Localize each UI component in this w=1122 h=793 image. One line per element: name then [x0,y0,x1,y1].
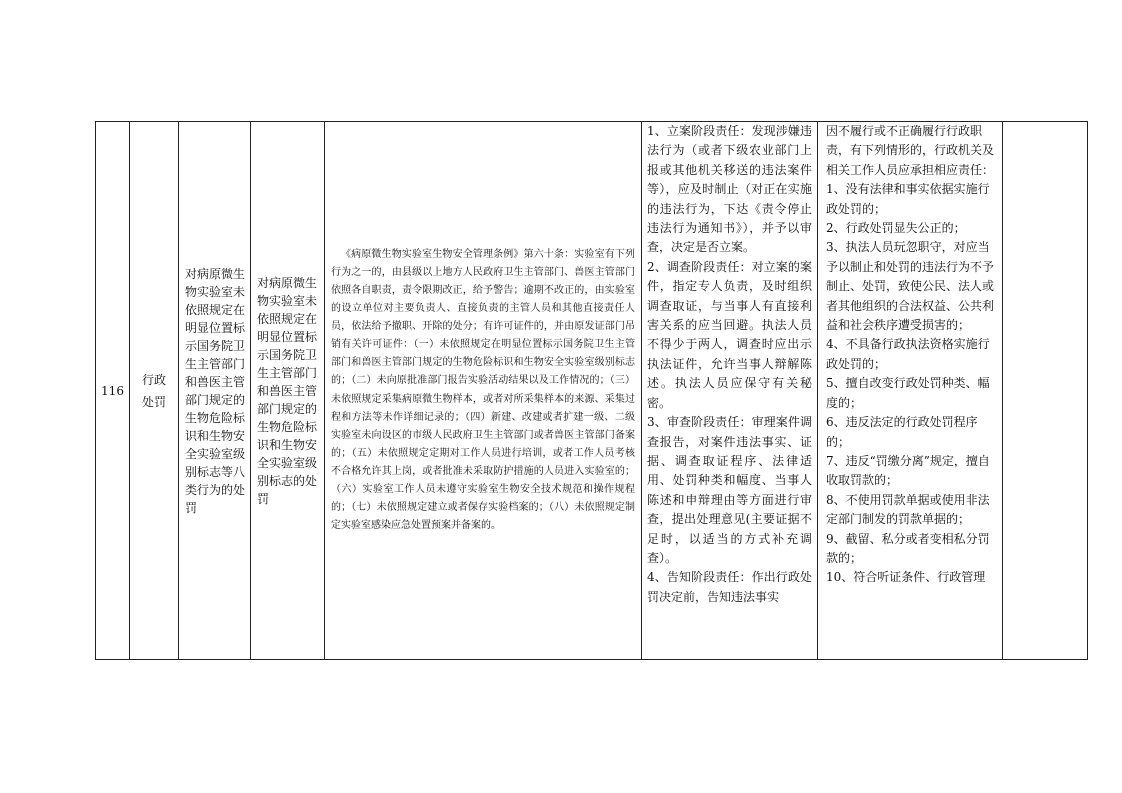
item-name-cell [179,122,251,660]
item-name: 对病原微生物实验室未依照规定在明显位置标示国务院卫生主管部门和兽医主管部门规定的生物危险标识和生物安全实验室级别标志等八类行为的处罚 [185,266,246,515]
legal-basis-cell [325,122,642,660]
accountability-item: 1、没有法律和事实依据实施行政处罚的； [826,182,990,216]
row-number: 116 [96,122,130,660]
accountability-item: 9、截留、私分或者变相私分罚款的； [826,531,990,565]
legal-basis-text: 《病原微生物实验室生物安全管理条例》第六十条：实验室有下列行为之一的，由县级以上地方人民政府卫生主管部门、兽医主管部门依照各自职责，责令限期改正，给予警告；逾期不改正的，由实验室的设立单位对主要负责人、直接负责的主管人员和其他直接责任人员，依法给予撤职、开除的处分；有许可证件的，并由原发证部门吊销有关许可证件：（一）未依照规定在明显位置标示国务院卫生主管部门和兽医主管部门规定的生物危险标识和生物安全实验室级别标志的；（二）未向原批准部门报告实验活动结果以及工作情况的；（三）未依照规定采集病原微生物样本，或者对所采集样本的来源、采集过程和方法等未作详细记录的；（四）新建、改建或者扩建一级、二级实验室未向设区的市级人民政府卫生主管部门或者兽医主管部门备案的；（五）未依照规定定期对工作人员进行培训，或者工作人员考核不合格允许其上岗，或者批准未采取防护措施的人员进入实验室的；（六）实验室工作人员未遵守实验室生物安全技术规范和操作规程的；（七）未依照规定建立或者保存实验档案的；（八）未依照规定制定实验室感染应急处置预案并备案的。 [331,248,635,532]
responsibility-item: 3、审查阶段责任：审理案件调查报告，对案件违法事实、证据、调查取证程序、法律适用、处罚种类和幅度、当事人陈述和申辩理由等方面进行审查，提出处理意见(主要证据不足时，以适当的方式补充调查）。 [647,415,812,565]
sub-item-name: 对病原微生物实验室未依照规定在明显位置标示国务院卫生主管部门和兽医主管部门规定的生物危险标识和生物安全实验室级别标志的处罚 [257,275,318,506]
power-type: 行政处罚 [141,372,166,409]
accountability-item: 6、违反法定的行政处罚程序的； [826,415,978,449]
accountability-cell [818,122,1003,660]
accountability-item: 8、不使用罚款单据或使用非法定部门制发的罚款单据的； [826,492,990,527]
accountability-item: 5、擅自改变行政处罚种类、幅度的； [826,376,990,410]
responsibility-cell [642,122,818,660]
accountability-item: 7、违反“罚缴分离”规定，擅自收取罚款的； [826,453,990,488]
accountability-item: 2、行政处罚显失公正的； [826,221,966,236]
power-type-cell [130,122,179,660]
responsibility-item: 2、调查阶段责任：对立案的案件，指定专人负责，及时组织调查取证，与当事人有直接利害关系的应当回避。执法人员不得少于两人，调查时应出示执法证件，允许当事人辩解陈述。执法人员应保守有关秘密。 [647,259,812,410]
accountability-item: 3、执法人员玩忽职守，对应当予以制止和处罚的违法行为不予制止、处罚，致使公民、法人或者其他组织的合法权益、公共利益和社会秩序遭受损害的； [826,240,995,333]
responsibility-item: 4、告知阶段责任：作出行政处罚决定前，告知违法事实 [647,570,812,604]
power-list-table [95,121,1088,660]
accountability-item: 10、符合听证条件、行政管理 [826,570,986,585]
accountability-item: 4、不具备行政执法资格实施行政处罚的； [826,337,990,371]
table-row [96,122,1088,660]
accountability-item: 因不履行或不正确履行行政职责，有下列情形的，行政机关及相关工作人员应承担相应责任： [826,124,995,177]
responsibility-item: 1、立案阶段责任：发现涉嫌违法行为（或者下级农业部门上报或其他机关移送的违法案件等），应及时制止（对正在实施的违法行为，下达《责令停止违法行为通知书》），并予以审查，决定是否立案。 [647,124,812,255]
notes-cell [1003,122,1088,660]
sub-item-cell [251,122,325,660]
